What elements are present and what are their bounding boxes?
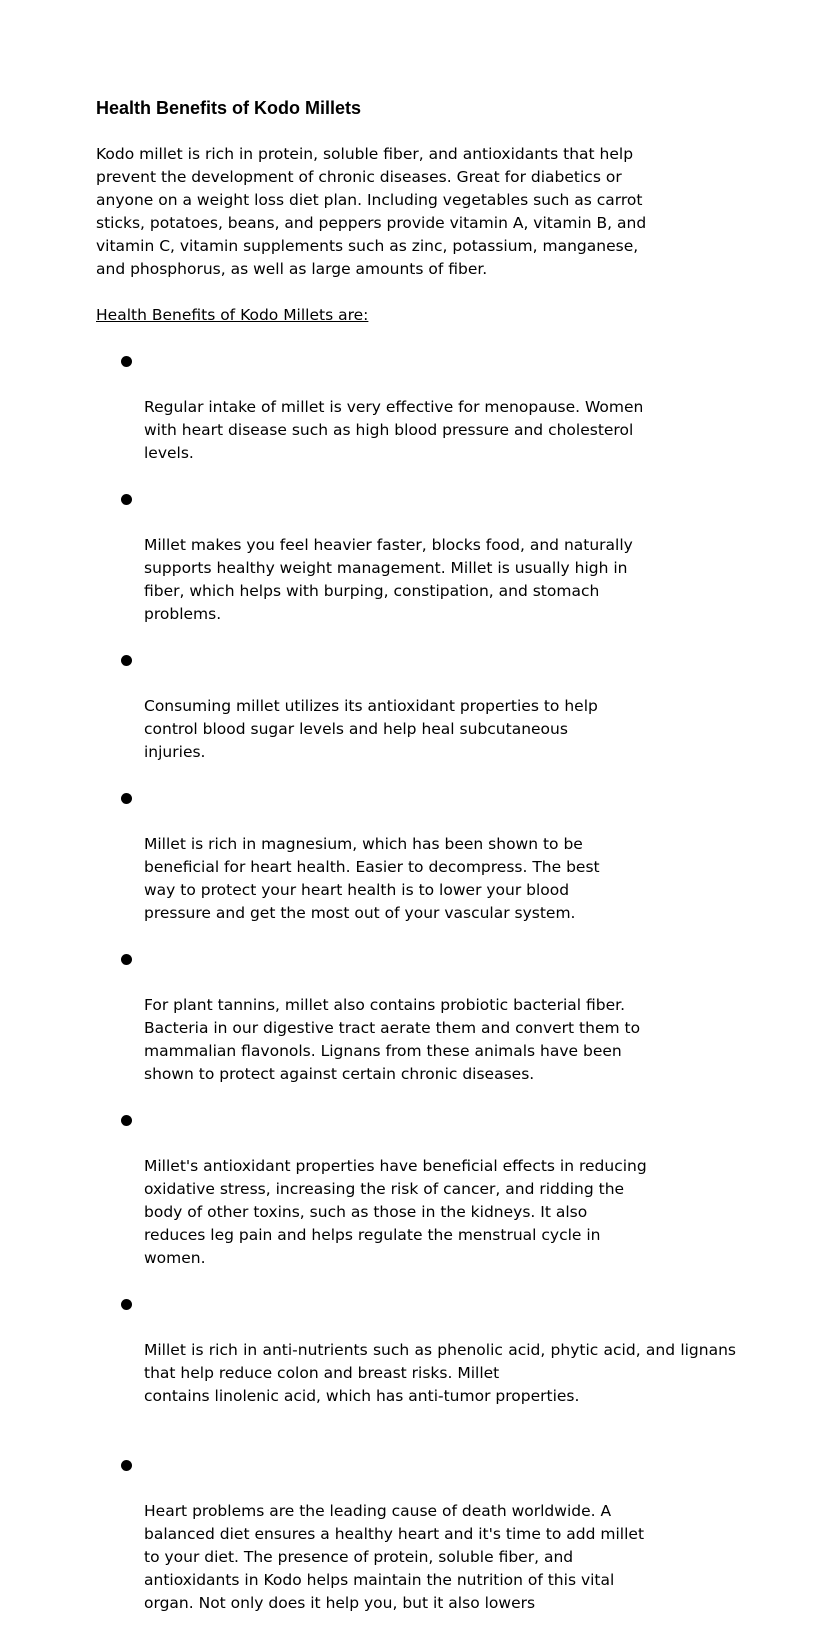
list-item-text: Millet makes you feel heavier faster, blocks food, and naturally supports healthy weight management. Millet is usually high in fiber, which helps with burping, constipation, and stomach problems.	[144, 536, 633, 623]
bullet-icon	[121, 1460, 132, 1471]
list-item	[96, 1454, 736, 1615]
bullet-icon	[121, 793, 132, 804]
list-item-text: Regular intake of millet is very effective for menopause. Women with heart disease such as high blood pressure and cholesterol levels.	[144, 398, 644, 462]
list-item-text: Consuming millet utilizes its antioxidant properties to help control blood sugar levels and help heal subcutaneous injuries.	[144, 697, 598, 761]
benefits-list	[96, 327, 736, 1638]
list-item	[96, 1293, 736, 1431]
bullet-icon	[121, 655, 132, 666]
bullet-icon	[121, 954, 132, 965]
list-item-text: Millet is rich in magnesium, which has been shown to be beneficial for heart health. Easier to decompress. The best way to protect your heart health is to lower your blood pressure and get the most out of your vascular system.	[144, 835, 600, 922]
bullet-icon	[121, 494, 132, 505]
list-item	[96, 350, 736, 465]
bullet-icon	[121, 1299, 132, 1310]
bullet-icon	[121, 1115, 132, 1126]
list-item-text: For plant tannins, millet also contains probiotic bacterial fiber. Bacteria in our digestive tract aerate them and convert them to mammalian flavonols. Lignans from these animals have been shown to protect against certain chronic diseases.	[144, 996, 641, 1083]
list-item-text: Millet is rich in anti-nutrients such as phenolic acid, phytic acid, and lignans that help reduce colon and breast risks. Millet contains linolenic acid, which has anti-tumor properties.	[144, 1341, 736, 1405]
list-item	[96, 649, 736, 764]
document-title: Health Benefits of Kodo Millets	[96, 98, 362, 118]
list-item	[96, 787, 736, 925]
document-page	[96, 96, 736, 1638]
list-item-text: Millet's antioxidant properties have beneficial effects in reducing oxidative stress, increasing the risk of cancer, and ridding the body of other toxins, such as those in the kidneys. It also reduces leg pain and helps regulate the menstrual cycle in women.	[144, 1157, 647, 1267]
list-item	[96, 948, 736, 1086]
intro-paragraph: Kodo millet is rich in protein, soluble fiber, and antioxidants that help prevent the development of chronic diseases. Great for diabetics or anyone on a weight loss diet plan. Including vegetables such as carrot sticks, potatoes, beans, and peppers provide vitamin A, vitamin B, and vitamin C, vitamin supplements such as zinc, potassium, manganese, and phosphorus, as well as large amounts of fiber.	[96, 145, 647, 278]
list-heading: Health Benefits of Kodo Millets are:	[96, 306, 369, 324]
list-item	[96, 488, 736, 626]
list-item-text: Heart problems are the leading cause of death worldwide. A balanced diet ensures a healthy heart and it's time to add millet to your diet. The presence of protein, soluble fiber, and antioxidants in Kodo helps maintain the nutrition of this vital organ. Not only does it help you, but it also lowers	[144, 1502, 645, 1612]
bullet-icon	[121, 356, 132, 367]
list-item	[96, 1109, 736, 1270]
